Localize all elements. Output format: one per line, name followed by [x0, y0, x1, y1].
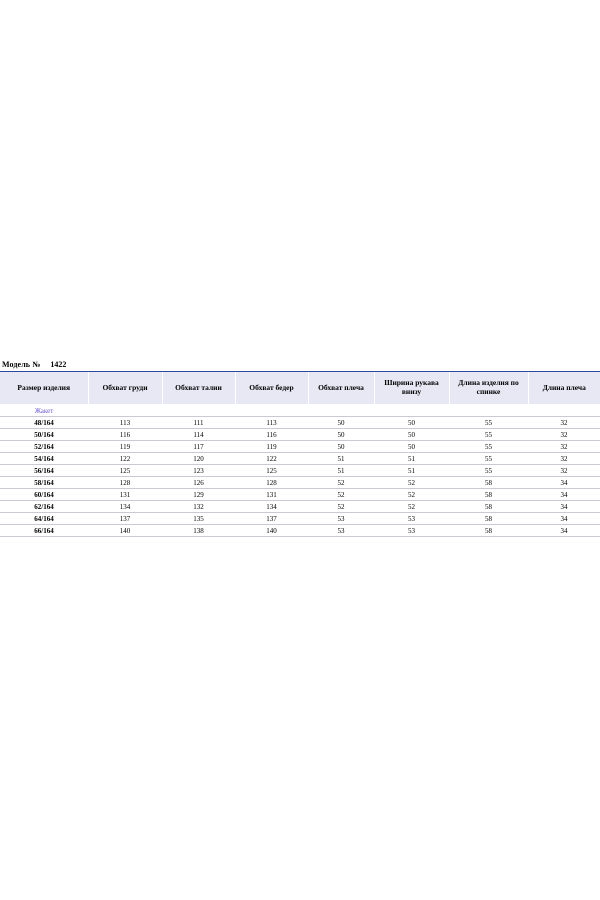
cell-sleeve-girth: 50 — [308, 441, 374, 453]
column-header-hips: Обхват бедер — [235, 372, 308, 405]
cell-waist: 126 — [162, 477, 235, 489]
cell-waist: 138 — [162, 525, 235, 537]
cell-hips: 119 — [235, 441, 308, 453]
column-header-sleeve-bottom-width: Ширина рукава внизу — [374, 372, 449, 405]
cell-shoulder: 32 — [528, 453, 600, 465]
cell-shoulder: 32 — [528, 429, 600, 441]
cell-waist: 111 — [162, 417, 235, 429]
cell-back-length: 58 — [449, 525, 528, 537]
group-spacer — [449, 405, 528, 417]
cell-chest: 125 — [88, 465, 162, 477]
cell-chest: 113 — [88, 417, 162, 429]
cell-back-length: 58 — [449, 501, 528, 513]
measurements-table — [0, 372, 600, 537]
table-row — [0, 489, 600, 501]
group-spacer — [235, 405, 308, 417]
cell-chest: 116 — [88, 429, 162, 441]
cell-size: 64/164 — [0, 513, 88, 525]
group-spacer — [528, 405, 600, 417]
cell-sleeve-bottom: 50 — [374, 441, 449, 453]
cell-waist: 123 — [162, 465, 235, 477]
cell-sleeve-girth: 52 — [308, 477, 374, 489]
cell-chest: 128 — [88, 477, 162, 489]
cell-sleeve-girth: 53 — [308, 525, 374, 537]
cell-size: 58/164 — [0, 477, 88, 489]
table-row — [0, 513, 600, 525]
column-header-sleeve-girth: Обхват плеча — [308, 372, 374, 405]
cell-chest: 137 — [88, 513, 162, 525]
model-label: Модель № — [2, 360, 41, 369]
cell-shoulder: 34 — [528, 525, 600, 537]
cell-back-length: 58 — [449, 477, 528, 489]
cell-chest: 119 — [88, 441, 162, 453]
cell-hips: 137 — [235, 513, 308, 525]
cell-size: 54/164 — [0, 453, 88, 465]
cell-shoulder: 34 — [528, 501, 600, 513]
table-row — [0, 501, 600, 513]
cell-chest: 140 — [88, 525, 162, 537]
table-row — [0, 453, 600, 465]
table-row — [0, 525, 600, 537]
cell-hips: 134 — [235, 501, 308, 513]
table-row — [0, 465, 600, 477]
group-spacer — [308, 405, 374, 417]
cell-sleeve-bottom: 53 — [374, 525, 449, 537]
cell-size: 50/164 — [0, 429, 88, 441]
cell-sleeve-girth: 50 — [308, 417, 374, 429]
cell-back-length: 55 — [449, 429, 528, 441]
cell-hips: 128 — [235, 477, 308, 489]
cell-sleeve-girth: 52 — [308, 489, 374, 501]
size-chart-sheet — [0, 358, 600, 537]
table-row — [0, 417, 600, 429]
cell-shoulder: 34 — [528, 489, 600, 501]
cell-back-length: 55 — [449, 441, 528, 453]
cell-back-length: 55 — [449, 465, 528, 477]
table-row — [0, 477, 600, 489]
cell-hips: 116 — [235, 429, 308, 441]
cell-hips: 113 — [235, 417, 308, 429]
cell-waist: 129 — [162, 489, 235, 501]
cell-sleeve-bottom: 53 — [374, 513, 449, 525]
cell-waist: 132 — [162, 501, 235, 513]
cell-back-length: 58 — [449, 513, 528, 525]
cell-shoulder: 34 — [528, 477, 600, 489]
cell-waist: 117 — [162, 441, 235, 453]
cell-hips: 140 — [235, 525, 308, 537]
cell-sleeve-girth: 51 — [308, 465, 374, 477]
cell-size: 56/164 — [0, 465, 88, 477]
cell-hips: 131 — [235, 489, 308, 501]
group-spacer — [374, 405, 449, 417]
cell-sleeve-bottom: 51 — [374, 465, 449, 477]
cell-shoulder: 34 — [528, 513, 600, 525]
cell-waist: 135 — [162, 513, 235, 525]
table-body — [0, 405, 600, 537]
column-header-shoulder-length: Длина плеча — [528, 372, 600, 405]
cell-chest: 122 — [88, 453, 162, 465]
cell-back-length: 55 — [449, 453, 528, 465]
cell-sleeve-girth: 53 — [308, 513, 374, 525]
cell-back-length: 55 — [449, 417, 528, 429]
cell-sleeve-girth: 51 — [308, 453, 374, 465]
column-header-waist: Обхват талии — [162, 372, 235, 405]
table-row — [0, 429, 600, 441]
column-header-back-length: Длина изделия по спинке — [449, 372, 528, 405]
cell-chest: 134 — [88, 501, 162, 513]
group-row — [0, 405, 600, 417]
cell-shoulder: 32 — [528, 441, 600, 453]
cell-size: 48/164 — [0, 417, 88, 429]
cell-hips: 125 — [235, 465, 308, 477]
cell-chest: 131 — [88, 489, 162, 501]
cell-sleeve-bottom: 50 — [374, 417, 449, 429]
cell-size: 60/164 — [0, 489, 88, 501]
column-header-chest: Обхват груди — [88, 372, 162, 405]
cell-size: 66/164 — [0, 525, 88, 537]
cell-shoulder: 32 — [528, 465, 600, 477]
group-label: Жакет — [0, 405, 88, 417]
cell-sleeve-bottom: 51 — [374, 453, 449, 465]
group-spacer — [88, 405, 162, 417]
cell-size: 62/164 — [0, 501, 88, 513]
cell-shoulder: 32 — [528, 417, 600, 429]
model-number: 1422 — [50, 360, 67, 369]
cell-waist: 114 — [162, 429, 235, 441]
cell-sleeve-girth: 50 — [308, 429, 374, 441]
cell-hips: 122 — [235, 453, 308, 465]
cell-waist: 120 — [162, 453, 235, 465]
cell-sleeve-bottom: 52 — [374, 501, 449, 513]
model-header — [0, 358, 600, 372]
cell-sleeve-bottom: 52 — [374, 489, 449, 501]
cell-sleeve-girth: 52 — [308, 501, 374, 513]
cell-size: 52/164 — [0, 441, 88, 453]
group-spacer — [162, 405, 235, 417]
cell-sleeve-bottom: 50 — [374, 429, 449, 441]
cell-back-length: 58 — [449, 489, 528, 501]
table-header-row — [0, 372, 600, 405]
column-header-size: Размер изделия — [0, 372, 88, 405]
cell-sleeve-bottom: 52 — [374, 477, 449, 489]
table-row — [0, 441, 600, 453]
